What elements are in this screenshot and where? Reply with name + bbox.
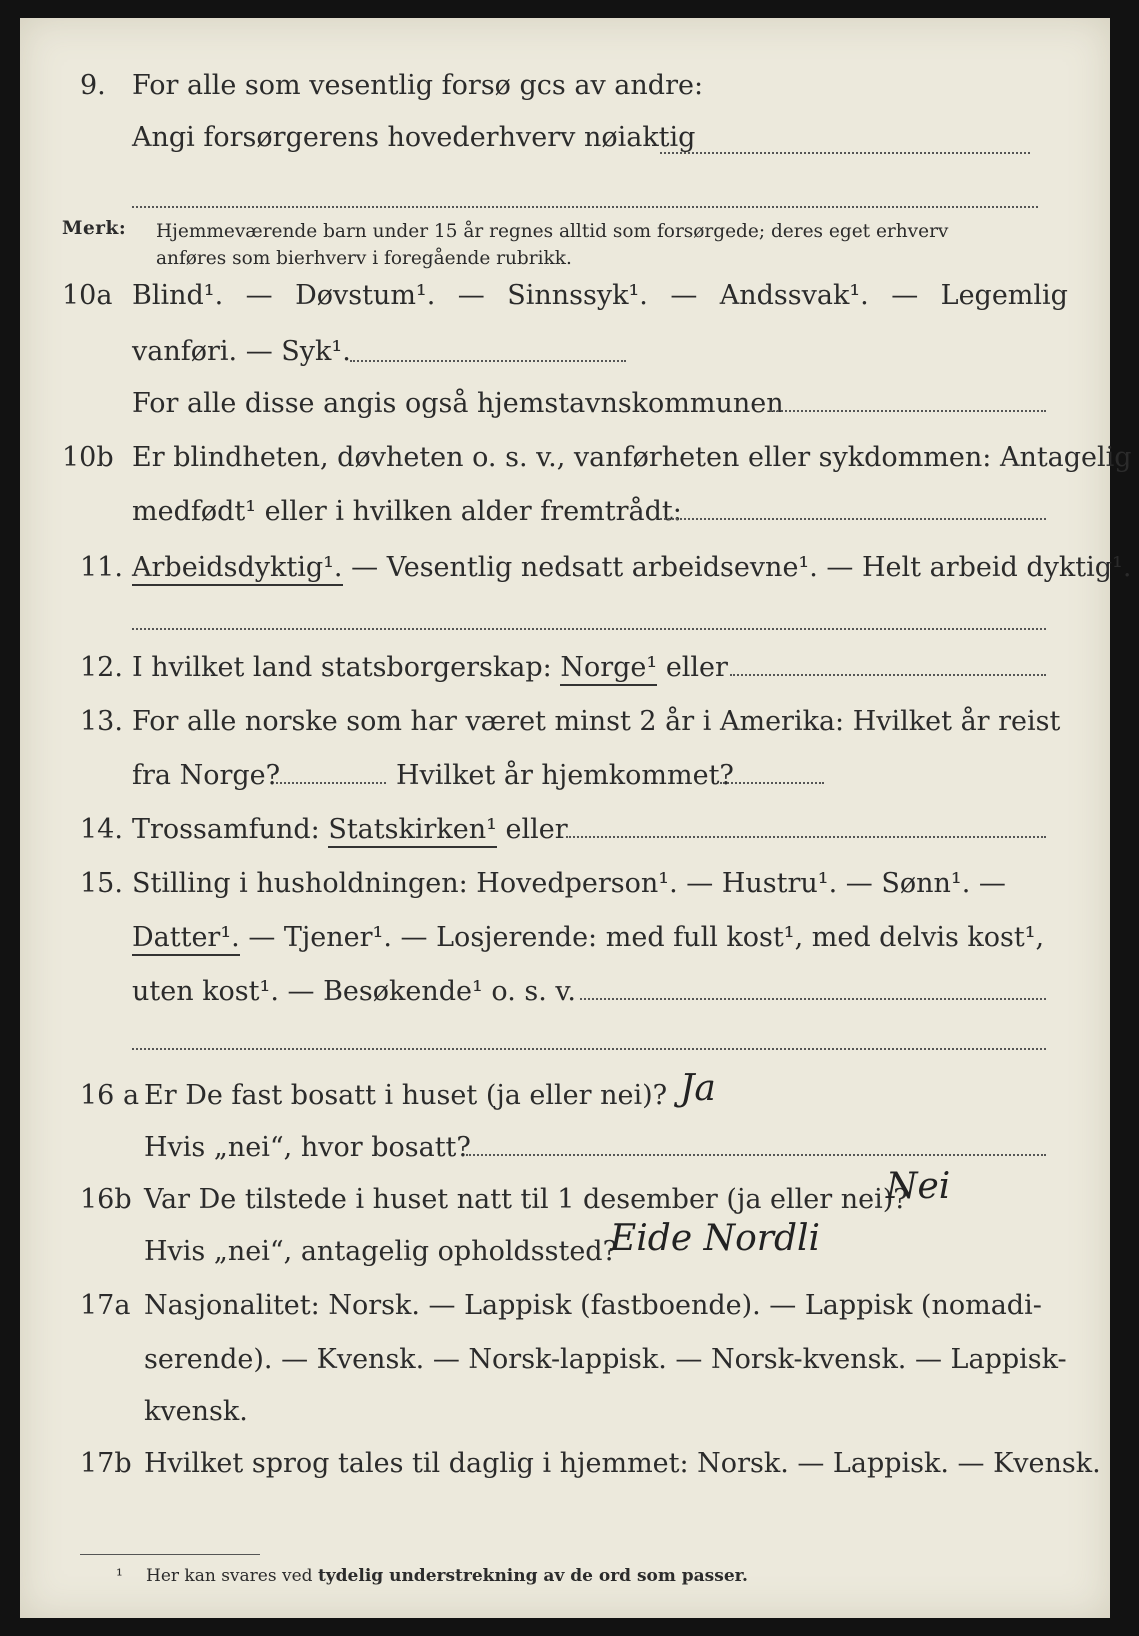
option-text[interactable]: Andssvak¹. <box>719 280 869 311</box>
answer-line[interactable] <box>132 206 1038 208</box>
option-text[interactable]: Blind¹. <box>132 280 224 311</box>
dash-separator: — <box>245 280 273 311</box>
question-text: Stilling i husholdningen: Hovedperson¹. — Hustru¹. — Sønn¹. — <box>132 868 1006 899</box>
census-form-page <box>20 18 1132 1618</box>
note-label: Merk: <box>62 218 127 239</box>
question-text-pre: Trossamfund: <box>132 814 320 845</box>
question-text: Hvis „nei“, hvor bosatt? <box>144 1132 471 1163</box>
question-number: 17a <box>80 1290 131 1321</box>
question-text: Er blindheten, døvheten o. s. v., vanførheten eller sykdommen: Antagelig <box>132 442 1132 473</box>
handwritten-answer[interactable]: Nei <box>886 1166 951 1207</box>
option-text[interactable]: Sinnssyk¹. <box>507 280 648 311</box>
answer-line[interactable] <box>132 1048 1046 1050</box>
dash-separator: — <box>891 280 919 311</box>
question-text-post: eller <box>665 652 728 683</box>
footnote-rule <box>80 1554 260 1555</box>
footnote-text-pre: Her kan svares ved <box>146 1566 313 1586</box>
question-text: Nasjonalitet: Norsk. — Lappisk (fastboende). — Lappisk (nomadi- <box>144 1290 1042 1321</box>
question-number: 10b <box>62 442 114 473</box>
answer-line[interactable] <box>720 782 824 784</box>
question-number: 13. <box>80 706 123 737</box>
question-text-rest: — Vesentlig nedsatt arbeidsevne¹. — Helt arbeid dyktig¹. <box>351 552 1132 583</box>
answer-line[interactable] <box>730 674 1046 676</box>
question-text: Hvilket år hjemkommet? <box>396 760 734 791</box>
question-number: 16 a <box>80 1080 140 1111</box>
answer-line[interactable] <box>350 360 626 362</box>
question-text: fra Norge? <box>132 760 281 791</box>
question-text-post: eller <box>505 814 568 845</box>
option-text[interactable]: Legemlig <box>940 280 1068 311</box>
footnote-text <box>146 1566 748 1586</box>
question-text: Er De fast bosatt i huset (ja eller nei)? <box>144 1080 668 1111</box>
underlined-answer[interactable]: Norge¹ <box>560 652 657 686</box>
note-text-line2: anføres som bierhverv i foregående rubrikk. <box>156 248 572 269</box>
answer-line[interactable] <box>276 782 386 784</box>
dash-separator: — <box>670 280 698 311</box>
question-text <box>132 280 1068 311</box>
question-text <box>132 814 568 845</box>
question-text: kvensk. <box>144 1396 248 1427</box>
underlined-answer[interactable]: Arbeidsdyktig¹. <box>132 552 343 586</box>
question-number: 14. <box>80 814 123 845</box>
underlined-answer[interactable]: Datter¹. <box>132 922 240 956</box>
question-text: medfødt¹ eller i hvilken alder fremtrådt: <box>132 496 682 527</box>
handwritten-answer[interactable]: Ja <box>680 1068 716 1109</box>
question-text: Hvilket sprog tales til daglig i hjemmet: Norsk. — Lappisk. — Kvensk. <box>144 1448 1101 1479</box>
question-text <box>132 652 728 683</box>
question-text: serende). — Kvensk. — Norsk-lappisk. — Norsk-kvensk. — Lappisk- <box>144 1344 1067 1375</box>
question-text: For alle norske som har været minst 2 år i Amerika: Hvilket år reist <box>132 706 1061 737</box>
answer-line[interactable] <box>566 836 1046 838</box>
question-text: Var De tilstede i huset natt til 1 desember (ja eller nei)? <box>144 1184 908 1215</box>
question-number: 16b <box>80 1184 132 1215</box>
answer-line[interactable] <box>660 152 1030 154</box>
question-number: 9. <box>80 70 106 101</box>
answer-line[interactable] <box>132 628 1046 630</box>
answer-line[interactable] <box>580 998 1046 1000</box>
option-text[interactable]: Døvstum¹. <box>295 280 436 311</box>
question-text: Hvis „nei“, antagelig opholdssted? <box>144 1236 618 1267</box>
answer-line[interactable] <box>660 518 1046 520</box>
footnote-mark: ¹ <box>116 1566 123 1586</box>
question-number: 12. <box>80 652 123 683</box>
dash-separator: — <box>457 280 485 311</box>
question-text-rest: — Tjener¹. — Losjerende: med full kost¹, med delvis kost¹, <box>248 922 1045 953</box>
question-text: vanføri. — Syk¹. <box>132 336 351 367</box>
answer-line[interactable] <box>770 410 1046 412</box>
question-text: uten kost¹. — Besøkende¹ o. s. v. <box>132 976 577 1007</box>
answer-line[interactable] <box>466 1154 1046 1156</box>
question-text-pre: I hvilket land statsborgerskap: <box>132 652 552 683</box>
question-text: For alle disse angis også hjemstavnskommunen <box>132 388 784 419</box>
underlined-answer[interactable]: Statskirken¹ <box>328 814 497 848</box>
question-text <box>132 552 1131 583</box>
note-text-line1: Hjemmeværende barn under 15 år regnes alltid som forsørgede; deres eget erhverv <box>156 221 949 242</box>
question-text: For alle som vesentlig forsø gcs av andre: <box>132 70 704 101</box>
handwritten-answer[interactable]: Eide Nordli <box>610 1218 821 1259</box>
question-number: 10a <box>62 280 113 311</box>
question-number: 17b <box>80 1448 132 1479</box>
question-text: Angi forsørgerens hovederhverv nøiaktig <box>132 122 696 153</box>
question-number: 11. <box>80 552 123 583</box>
question-number: 15. <box>80 868 123 899</box>
footnote-text-bold: tydelig understrekning av de ord som passer. <box>317 1566 748 1586</box>
question-text <box>132 922 1044 953</box>
